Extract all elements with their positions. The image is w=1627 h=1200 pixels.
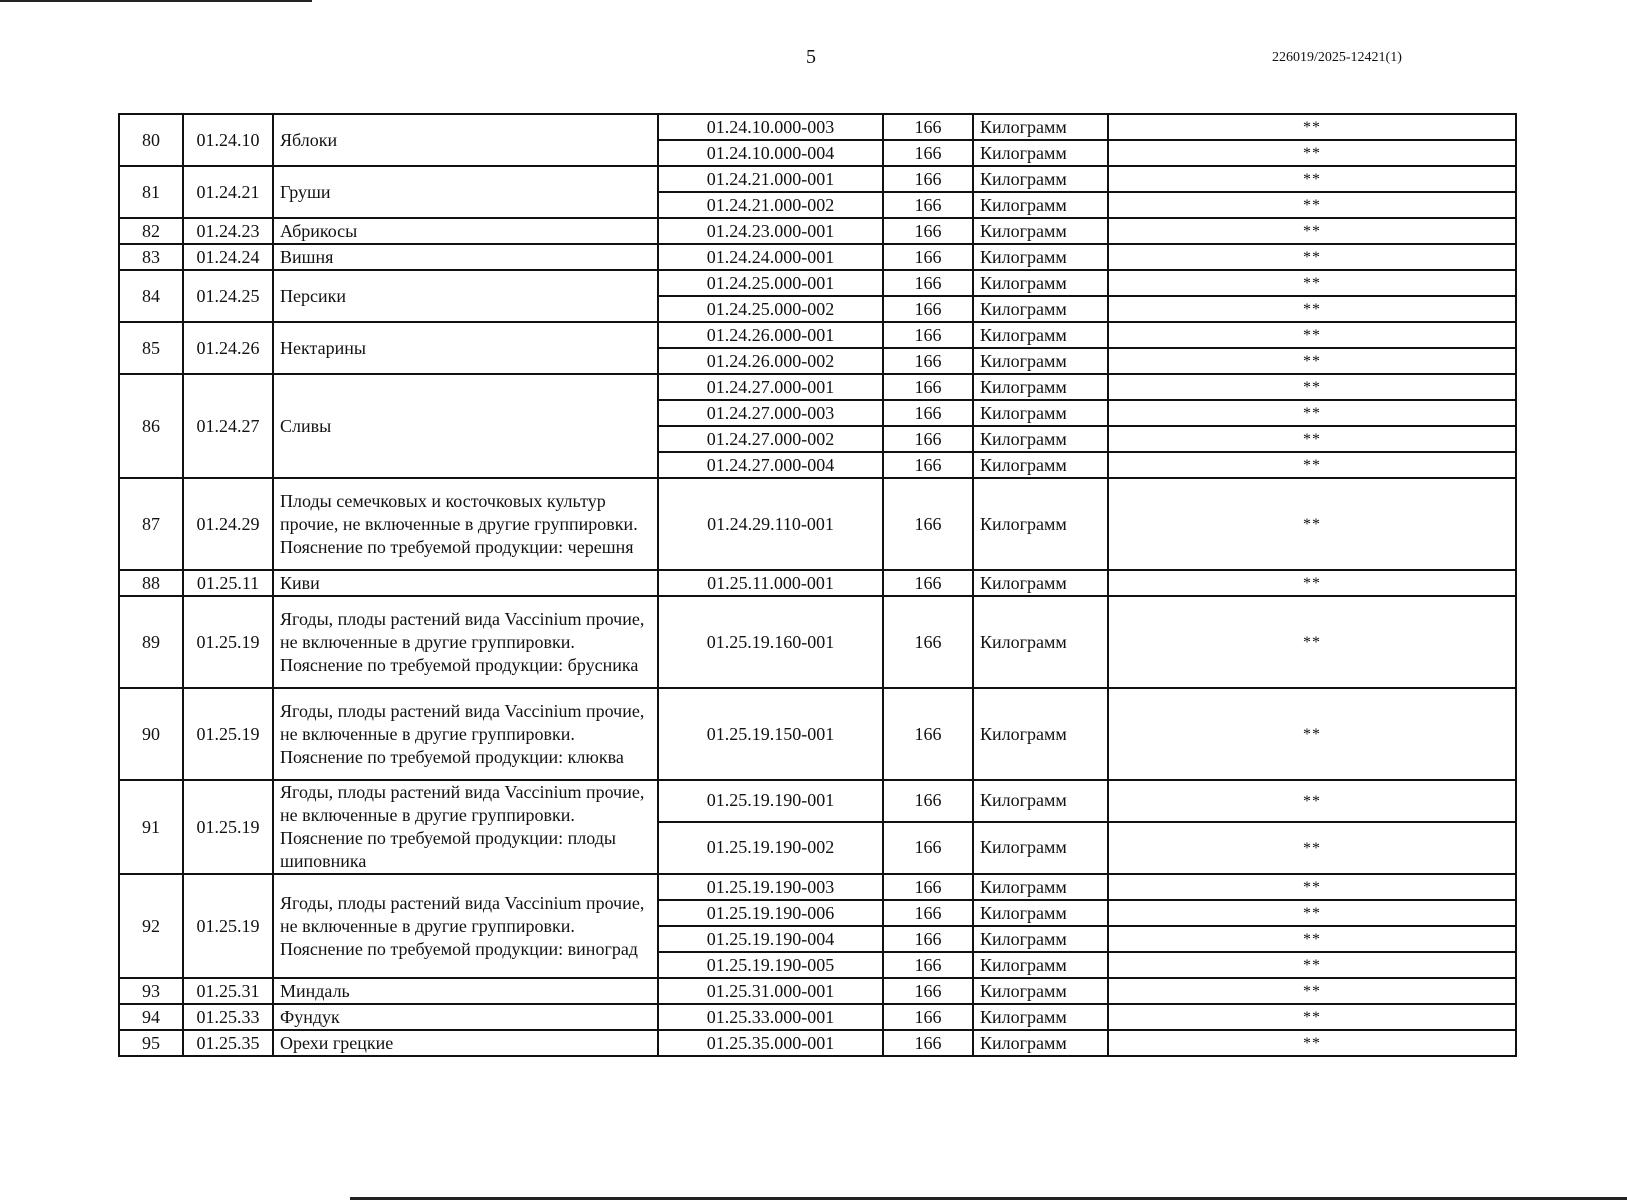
okpd-code-cell: 01.24.29 <box>183 478 273 570</box>
ktru-code-cell: 01.24.25.000-001 <box>658 270 883 296</box>
ktru-code-cell: 01.24.26.000-001 <box>658 322 883 348</box>
unit-code-cell: 166 <box>883 874 973 900</box>
unit-name-cell: Килограмм <box>973 780 1108 822</box>
unit-name-cell: Килограмм <box>973 1004 1108 1030</box>
okpd-code-cell: 01.25.19 <box>183 874 273 978</box>
price-mark: ** <box>1303 516 1321 533</box>
document-number: 226019/2025-12421(1) <box>1272 50 1402 65</box>
price-mark: ** <box>1303 379 1321 396</box>
row-number-cell: 93 <box>119 978 183 1004</box>
product-name-cell: Вишня <box>273 244 658 270</box>
ktru-code-cell: 01.24.10.000-003 <box>658 114 883 140</box>
okpd-code-cell: 01.24.23 <box>183 218 273 244</box>
ktru-code-cell: 01.25.19.150-001 <box>658 688 883 780</box>
unit-name-cell: Килограмм <box>973 348 1108 374</box>
ktru-code-cell: 01.24.24.000-001 <box>658 244 883 270</box>
unit-code-cell: 166 <box>883 900 973 926</box>
unit-code-cell: 166 <box>883 596 973 688</box>
unit-code-cell: 166 <box>883 348 973 374</box>
unit-name-cell: Килограмм <box>973 570 1108 596</box>
price-mark: ** <box>1303 327 1321 344</box>
product-name-cell: Ягоды, плоды растений вида Vaccinium прочие, не включенные в другие группировки. Пояснение по требуемой продукции: виноград <box>273 874 658 978</box>
table-row <box>119 244 1516 270</box>
unit-name-cell: Килограмм <box>973 400 1108 426</box>
price-mark: ** <box>1303 1035 1321 1052</box>
ktru-code-cell: 01.25.33.000-001 <box>658 1004 883 1030</box>
unit-name-cell: Килограмм <box>973 900 1108 926</box>
procurement-items-table <box>118 113 1517 1057</box>
price-cell <box>1108 688 1516 780</box>
unit-code-cell: 166 <box>883 400 973 426</box>
price-cell <box>1108 348 1516 374</box>
unit-code-cell: 166 <box>883 166 973 192</box>
unit-code-cell: 166 <box>883 140 973 166</box>
product-name-cell: Сливы <box>273 374 658 478</box>
ktru-code-cell: 01.24.21.000-001 <box>658 166 883 192</box>
price-mark: ** <box>1303 431 1321 448</box>
okpd-code-cell: 01.25.35 <box>183 1030 273 1056</box>
okpd-code-cell: 01.24.24 <box>183 244 273 270</box>
unit-name-cell: Килограмм <box>973 322 1108 348</box>
price-cell <box>1108 270 1516 296</box>
row-number-cell: 91 <box>119 780 183 874</box>
product-name-cell: Орехи грецкие <box>273 1030 658 1056</box>
unit-code-cell: 166 <box>883 978 973 1004</box>
ktru-code-cell: 01.24.21.000-002 <box>658 192 883 218</box>
unit-name-cell: Килограмм <box>973 166 1108 192</box>
product-name-cell: Фундук <box>273 1004 658 1030</box>
unit-name-cell: Килограмм <box>973 822 1108 874</box>
price-cell <box>1108 426 1516 452</box>
price-cell <box>1108 218 1516 244</box>
price-mark: ** <box>1303 353 1321 370</box>
unit-name-cell: Килограмм <box>973 296 1108 322</box>
row-number-cell: 89 <box>119 596 183 688</box>
price-mark: ** <box>1303 634 1321 651</box>
ktru-code-cell: 01.25.19.160-001 <box>658 596 883 688</box>
product-name-cell: Ягоды, плоды растений вида Vaccinium прочие, не включенные в другие группировки. Пояснение по требуемой продукции: плоды шиповника <box>273 780 658 874</box>
okpd-code-cell: 01.25.19 <box>183 596 273 688</box>
okpd-code-cell: 01.24.26 <box>183 322 273 374</box>
table-row <box>119 478 1516 570</box>
row-number-cell: 90 <box>119 688 183 780</box>
row-number-cell: 86 <box>119 374 183 478</box>
table-row <box>119 780 1516 822</box>
row-number-cell: 81 <box>119 166 183 218</box>
row-number-cell: 92 <box>119 874 183 978</box>
price-mark: ** <box>1303 792 1321 810</box>
price-cell <box>1108 900 1516 926</box>
unit-code-cell: 166 <box>883 452 973 478</box>
unit-name-cell: Килограмм <box>973 874 1108 900</box>
table-row <box>119 978 1516 1004</box>
unit-name-cell: Килограмм <box>973 926 1108 952</box>
price-mark: ** <box>1303 171 1321 188</box>
table-row <box>119 114 1516 140</box>
price-cell <box>1108 322 1516 348</box>
unit-code-cell: 166 <box>883 1030 973 1056</box>
price-cell <box>1108 374 1516 400</box>
price-cell <box>1108 400 1516 426</box>
price-mark: ** <box>1303 405 1321 422</box>
price-mark: ** <box>1303 197 1321 214</box>
price-cell <box>1108 596 1516 688</box>
price-cell <box>1108 244 1516 270</box>
okpd-code-cell: 01.25.19 <box>183 688 273 780</box>
unit-code-cell: 166 <box>883 374 973 400</box>
unit-code-cell: 166 <box>883 688 973 780</box>
ktru-code-cell: 01.24.27.000-002 <box>658 426 883 452</box>
price-mark: ** <box>1303 575 1321 592</box>
price-mark: ** <box>1303 879 1321 896</box>
unit-code-cell: 166 <box>883 780 973 822</box>
ktru-code-cell: 01.24.27.000-003 <box>658 400 883 426</box>
price-cell <box>1108 1030 1516 1056</box>
table-row <box>119 322 1516 348</box>
price-mark: ** <box>1303 1009 1321 1026</box>
unit-name-cell: Килограмм <box>973 426 1108 452</box>
price-cell <box>1108 1004 1516 1030</box>
price-cell <box>1108 140 1516 166</box>
unit-code-cell: 166 <box>883 1004 973 1030</box>
row-number-cell: 88 <box>119 570 183 596</box>
unit-code-cell: 166 <box>883 322 973 348</box>
price-cell <box>1108 822 1516 874</box>
table-row <box>119 1030 1516 1056</box>
unit-name-cell: Килограмм <box>973 952 1108 978</box>
table-row <box>119 1004 1516 1030</box>
price-cell <box>1108 926 1516 952</box>
unit-code-cell: 166 <box>883 270 973 296</box>
unit-name-cell: Килограмм <box>973 192 1108 218</box>
unit-name-cell: Килограмм <box>973 114 1108 140</box>
price-cell <box>1108 570 1516 596</box>
price-mark: ** <box>1303 119 1321 136</box>
price-cell <box>1108 952 1516 978</box>
row-number-cell: 82 <box>119 218 183 244</box>
unit-name-cell: Килограмм <box>973 1030 1108 1056</box>
price-mark: ** <box>1303 457 1321 474</box>
table-row <box>119 874 1516 900</box>
unit-code-cell: 166 <box>883 822 973 874</box>
table-row <box>119 596 1516 688</box>
unit-code-cell: 166 <box>883 296 973 322</box>
product-name-cell: Миндаль <box>273 978 658 1004</box>
table-row <box>119 688 1516 780</box>
unit-name-cell: Килограмм <box>973 452 1108 478</box>
unit-name-cell: Килограмм <box>973 270 1108 296</box>
unit-code-cell: 166 <box>883 218 973 244</box>
ktru-code-cell: 01.24.23.000-001 <box>658 218 883 244</box>
table-row <box>119 374 1516 400</box>
price-mark: ** <box>1303 301 1321 318</box>
unit-code-cell: 166 <box>883 114 973 140</box>
product-name-cell: Абрикосы <box>273 218 658 244</box>
scan-border-top <box>0 0 312 2</box>
ktru-code-cell: 01.24.27.000-004 <box>658 452 883 478</box>
price-mark: ** <box>1303 145 1321 162</box>
row-number-cell: 83 <box>119 244 183 270</box>
price-mark: ** <box>1303 983 1321 1000</box>
price-cell <box>1108 166 1516 192</box>
row-number-cell: 87 <box>119 478 183 570</box>
page-number: 5 <box>806 46 816 68</box>
table-row <box>119 218 1516 244</box>
product-name-cell: Ягоды, плоды растений вида Vaccinium прочие, не включенные в другие группировки. Пояснение по требуемой продукции: клюква <box>273 688 658 780</box>
unit-name-cell: Килограмм <box>973 244 1108 270</box>
row-number-cell: 80 <box>119 114 183 166</box>
product-name-cell: Плоды семечковых и косточковых культур прочие, не включенные в другие группировки. Пояснение по требуемой продукции: черешня <box>273 478 658 570</box>
ktru-code-cell: 01.25.11.000-001 <box>658 570 883 596</box>
price-mark: ** <box>1303 905 1321 922</box>
price-mark: ** <box>1303 275 1321 292</box>
product-name-cell: Груши <box>273 166 658 218</box>
ktru-code-cell: 01.25.19.190-002 <box>658 822 883 874</box>
okpd-code-cell: 01.25.33 <box>183 1004 273 1030</box>
price-mark: ** <box>1303 223 1321 240</box>
unit-name-cell: Килограмм <box>973 478 1108 570</box>
ktru-code-cell: 01.25.19.190-006 <box>658 900 883 926</box>
ktru-code-cell: 01.24.26.000-002 <box>658 348 883 374</box>
unit-code-cell: 166 <box>883 570 973 596</box>
okpd-code-cell: 01.24.25 <box>183 270 273 322</box>
unit-name-cell: Килограмм <box>973 374 1108 400</box>
price-cell <box>1108 192 1516 218</box>
price-cell <box>1108 780 1516 822</box>
price-cell <box>1108 478 1516 570</box>
table-row <box>119 270 1516 296</box>
ktru-code-cell: 01.25.19.190-001 <box>658 780 883 822</box>
unit-code-cell: 166 <box>883 952 973 978</box>
product-name-cell: Персики <box>273 270 658 322</box>
unit-code-cell: 166 <box>883 192 973 218</box>
ktru-code-cell: 01.25.19.190-003 <box>658 874 883 900</box>
table-row <box>119 166 1516 192</box>
ktru-code-cell: 01.24.29.110-001 <box>658 478 883 570</box>
ktru-code-cell: 01.24.25.000-002 <box>658 296 883 322</box>
unit-code-cell: 166 <box>883 926 973 952</box>
table-row <box>119 570 1516 596</box>
okpd-code-cell: 01.24.10 <box>183 114 273 166</box>
ktru-code-cell: 01.24.10.000-004 <box>658 140 883 166</box>
price-cell <box>1108 978 1516 1004</box>
product-name-cell: Киви <box>273 570 658 596</box>
price-cell <box>1108 296 1516 322</box>
price-cell <box>1108 874 1516 900</box>
okpd-code-cell: 01.25.31 <box>183 978 273 1004</box>
unit-code-cell: 166 <box>883 244 973 270</box>
price-cell <box>1108 114 1516 140</box>
unit-name-cell: Килограмм <box>973 978 1108 1004</box>
row-number-cell: 95 <box>119 1030 183 1056</box>
price-mark: ** <box>1303 839 1321 857</box>
row-number-cell: 84 <box>119 270 183 322</box>
unit-name-cell: Килограмм <box>973 688 1108 780</box>
price-mark: ** <box>1303 957 1321 974</box>
unit-name-cell: Килограмм <box>973 596 1108 688</box>
row-number-cell: 85 <box>119 322 183 374</box>
unit-code-cell: 166 <box>883 426 973 452</box>
unit-code-cell: 166 <box>883 478 973 570</box>
ktru-code-cell: 01.25.19.190-005 <box>658 952 883 978</box>
ktru-code-cell: 01.25.19.190-004 <box>658 926 883 952</box>
price-mark: ** <box>1303 726 1321 743</box>
row-number-cell: 94 <box>119 1004 183 1030</box>
ktru-code-cell: 01.24.27.000-001 <box>658 374 883 400</box>
unit-name-cell: Килограмм <box>973 140 1108 166</box>
okpd-code-cell: 01.24.21 <box>183 166 273 218</box>
ktru-code-cell: 01.25.35.000-001 <box>658 1030 883 1056</box>
ktru-code-cell: 01.25.31.000-001 <box>658 978 883 1004</box>
product-name-cell: Ягоды, плоды растений вида Vaccinium прочие, не включенные в другие группировки. Пояснение по требуемой продукции: брусника <box>273 596 658 688</box>
unit-name-cell: Килограмм <box>973 218 1108 244</box>
product-name-cell: Нектарины <box>273 322 658 374</box>
price-cell <box>1108 452 1516 478</box>
price-mark: ** <box>1303 249 1321 266</box>
product-name-cell: Яблоки <box>273 114 658 166</box>
okpd-code-cell: 01.25.19 <box>183 780 273 874</box>
okpd-code-cell: 01.25.11 <box>183 570 273 596</box>
okpd-code-cell: 01.24.27 <box>183 374 273 478</box>
price-mark: ** <box>1303 931 1321 948</box>
